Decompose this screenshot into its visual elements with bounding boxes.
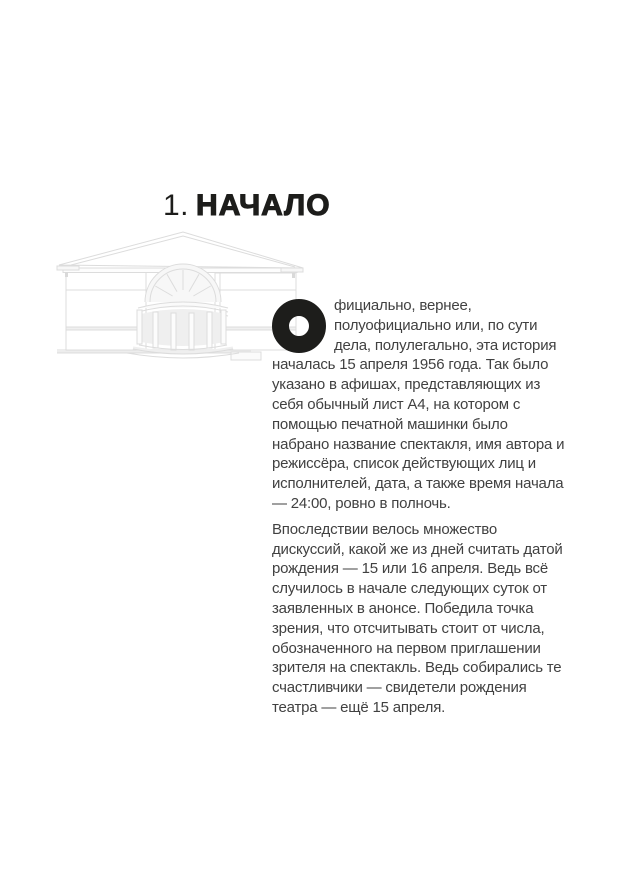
paragraph-2-text: Впоследствии велось множество дискуссий, какой же из дней считать датой рождения — 15 или 16 апреля. Ведь всё случилось в начале следующих суток от заявленных в анонсе. Победила точка зрения, что отсчитывать стоит от числа, обозначенного на первом приглашении зрителя на спектакль. Ведь собирались те счастливчики — свидетели рождения театра — ещё 15 апреля. [272,520,563,716]
chapter-name: НАЧАЛО [196,189,331,222]
drop-cap-text [272,353,273,354]
theater-building-illustration [55,224,305,366]
paragraph-2 [272,520,566,718]
theater-building-icon [55,224,305,366]
paragraph-1 [272,296,566,514]
chapter-number: 1. [163,189,190,222]
chapter-text [272,296,566,724]
drop-cap-letter-o [272,299,326,353]
drop-cap [272,299,326,355]
paragraph-1-text: фициально, вернее, полуофициально или, по сути дела, полулегально, эта история началась 15 апреля 1956 года. Так было указано в афишах, представляющих из себя обычный лист А4, на котором с помощью печатной машинки было набрано название спектакля, имя автора и режиссёра, список действующих лиц и исполнителей, дата, а также время начала — 24:00, ровно в полночь. [272,297,565,512]
chapter-title [163,190,331,222]
